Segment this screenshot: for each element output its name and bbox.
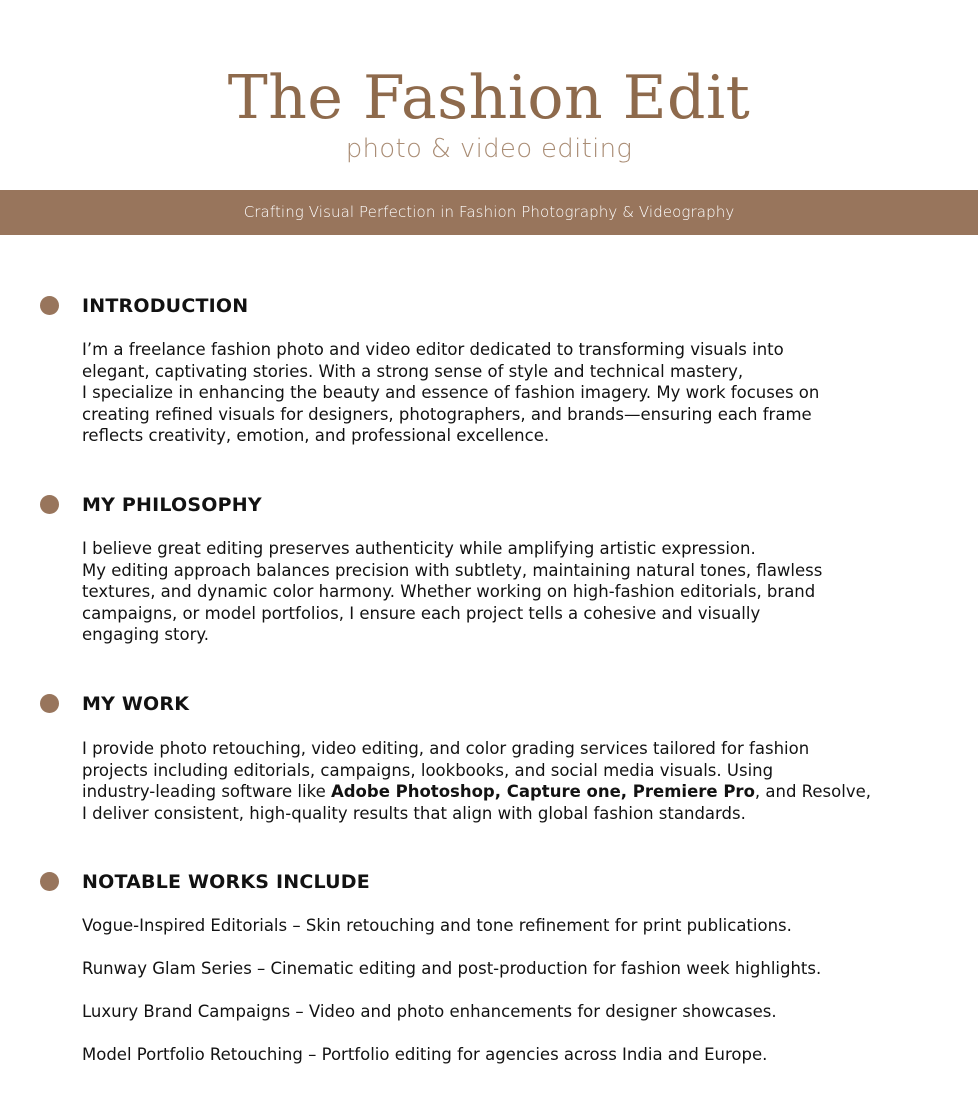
software-list: Adobe Photoshop, Capture one, Premiere Pro (330, 782, 755, 802)
paragraph-line: creating refined visuals for designers, photographers, and brands—ensuring each frame (82, 404, 812, 424)
paragraph-line: projects including editorials, campaigns, lookbooks, and social media visuals. Using (82, 760, 774, 780)
paragraph-text: industry-leading software like (82, 782, 331, 802)
paragraph-line: I believe great editing preserves authenticity while amplifying artistic expression. (82, 539, 756, 558)
paragraph-line: I deliver consistent, high-quality results that align with global fashion standards. (82, 803, 746, 823)
paragraph-line: elegant, captivating stories. With a strong sense of style and technical mastery, (82, 361, 744, 381)
notable-work-item: Model Portfolio Retouching – Portfolio editing for agencies across India and Europe. (82, 1045, 768, 1064)
section-paragraph (82, 738, 942, 824)
section-heading: INTRODUCTION (82, 295, 249, 317)
header (0, 0, 978, 190)
paragraph-line: engaging story. (82, 625, 210, 645)
paragraph-line: I’m a freelance fashion photo and video editor dedicated to transforming visuals into (82, 340, 784, 359)
brand-subtitle: photo & video editing (345, 134, 633, 164)
paragraph-line: I provide photo retouching, video editing, and color grading services tailored for fashion (82, 739, 810, 758)
section-heading: MY WORK (82, 693, 190, 715)
section-heading: NOTABLE WORKS INCLUDE (82, 871, 370, 893)
notable-work-item: Luxury Brand Campaigns – Video and photo enhancements for designer showcases. (82, 1002, 777, 1021)
paragraph-line: My editing approach balances precision with subtlety, maintaining natural tones, flawless (82, 560, 823, 580)
bullet-dot-icon (40, 495, 59, 514)
section-paragraph (82, 339, 942, 447)
paragraph-line: textures, and dynamic color harmony. Whether working on high-fashion editorials, brand (82, 582, 816, 602)
bullet-dot-icon (40, 694, 59, 713)
paragraph-line (82, 781, 942, 803)
tagline-banner: Crafting Visual Perfection in Fashion Photography & Videography (0, 190, 978, 235)
bullet-dot-icon (40, 296, 59, 315)
paragraph-text: , and Resolve, (754, 782, 871, 802)
paragraph-line: reflects creativity, emotion, and professional excellence. (82, 426, 550, 446)
brand-title: The Fashion Edit (227, 63, 751, 133)
notable-work-item: Runway Glam Series – Cinematic editing and post-production for fashion week highlights. (82, 959, 822, 978)
section-heading: MY PHILOSOPHY (82, 494, 262, 516)
bullet-dot-icon (40, 872, 59, 891)
paragraph-line: campaigns, or model portfolios, I ensure each project tells a cohesive and visually (82, 603, 761, 623)
section-paragraph (82, 538, 942, 646)
notable-work-item: Vogue-Inspired Editorials – Skin retouching and tone refinement for print publications. (82, 916, 792, 935)
paragraph-line: I specialize in enhancing the beauty and essence of fashion imagery. My work focuses on (82, 383, 820, 403)
